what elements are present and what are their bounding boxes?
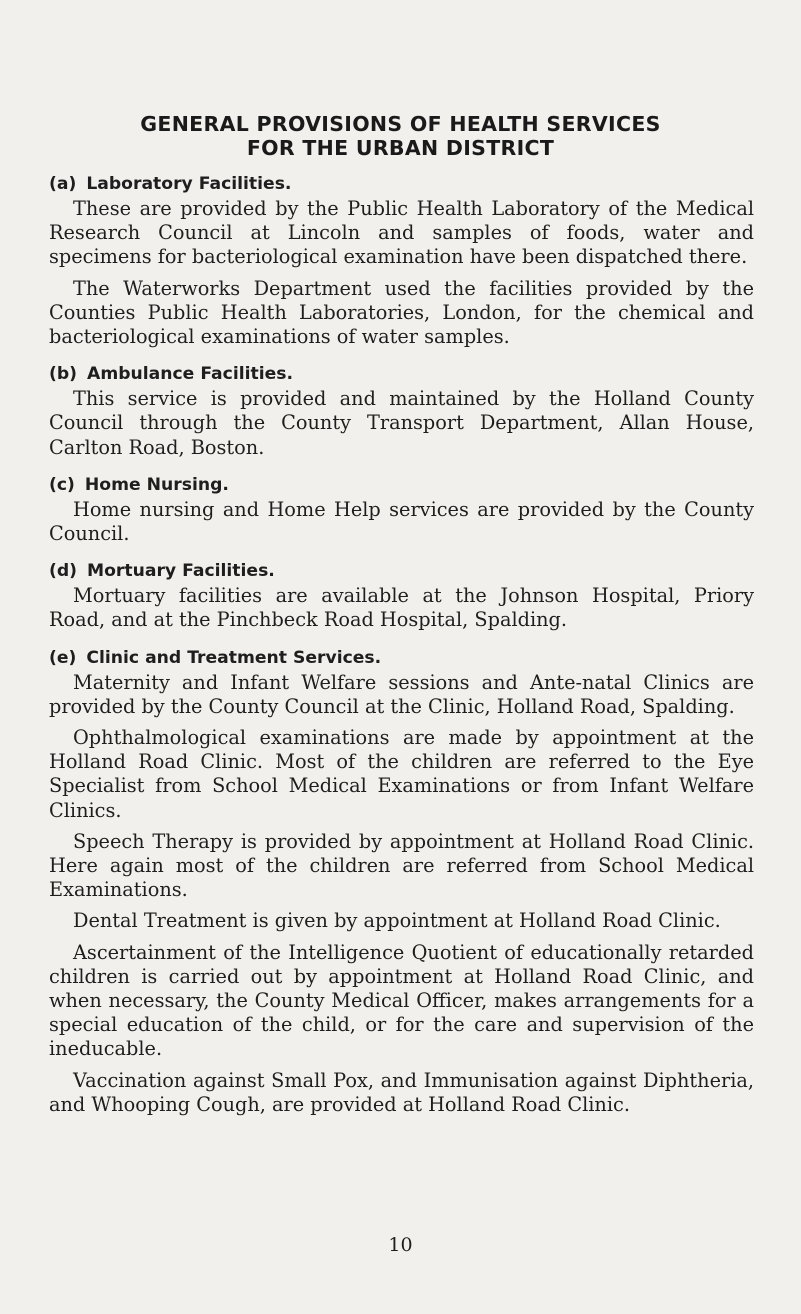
section-heading-text: Mortuary Facilities.	[87, 561, 275, 582]
paragraph: Ophthalmological examinations are made by appointment at the Holland Road Clinic. Most of the children are referred to the Eye Specialist from School Medical Examinations or from Infant Welfare Clinics.	[49, 726, 754, 822]
section-clinic-treatment-services	[49, 645, 754, 1117]
section-mark: (a)	[49, 174, 77, 194]
section-heading-text: Clinic and Treatment Services.	[86, 647, 382, 668]
page-title-line-2: FOR THE URBAN DISTRICT	[246, 136, 555, 160]
section-heading	[49, 171, 754, 197]
section-heading-text: Laboratory Facilities.	[86, 174, 292, 194]
paragraph: Speech Therapy is provided by appointment at Holland Road Clinic. Here again most of the children are referred from School Medical Examinations.	[49, 829, 754, 902]
paragraph: These are provided by the Public Health Laboratory of the Medical Research Council at Lincoln and samples of foods, water and specimens for bacteriological examination have been dispatched there.	[49, 197, 754, 269]
paragraph: This service is provided and maintained by the Holland County Council through the County Transport Department, Allan House, Carlton Road, Boston.	[49, 387, 754, 459]
paragraph: Home nursing and Home Help services are provided by the County Council.	[49, 497, 754, 546]
section-heading-text: Ambulance Facilities.	[87, 364, 294, 385]
paragraph: Maternity and Infant Welfare sessions and Ante-natal Clinics are provided by the County Council at the Clinic, Holland Road, Spalding.	[49, 670, 754, 718]
paragraph: Dental Treatment is given by appointment at Holland Road Clinic.	[73, 909, 721, 933]
paragraph: The Waterworks Department used the facilities provided by the Counties Public Health Laboratories, London, for the chemical and bacteriological examinations of water samples.	[49, 276, 754, 349]
page-title-line-1: GENERAL PROVISIONS OF HEALTH SERVICES	[140, 112, 661, 136]
section-mark: (c)	[49, 474, 75, 495]
section-heading	[49, 558, 754, 584]
paragraph: Mortuary facilities are available at the Johnson Hospital, Priory Road, and at the Pinchbeck Road Hospital, Spalding.	[49, 584, 754, 632]
section-mortuary-facilities	[49, 558, 754, 632]
section-heading-text: Home Nursing.	[84, 474, 229, 495]
paragraph: Ascertainment of the Intelligence Quotient of educationally retarded children is carried out by appointment at Holland Road Clinic, and when necessary, the County Medical Officer, makes arrangements for a special education of the child, or for the care and supervision of the ineducable.	[49, 940, 754, 1061]
section-home-nursing	[49, 472, 754, 546]
section-mark: (d)	[49, 561, 78, 582]
page-number: 10	[388, 1234, 413, 1256]
section-laboratory-facilities	[49, 171, 754, 349]
document-body	[49, 171, 754, 1129]
section-ambulance-facilities	[49, 361, 754, 460]
paragraph: Vaccination against Small Pox, and Immunisation against Diphtheria, and Whooping Cough, are provided at Holland Road Clinic.	[49, 1068, 754, 1116]
section-heading	[49, 645, 754, 671]
section-heading	[49, 361, 754, 387]
section-mark: (e)	[49, 647, 77, 668]
section-heading	[49, 472, 754, 498]
section-mark: (b)	[49, 364, 78, 385]
